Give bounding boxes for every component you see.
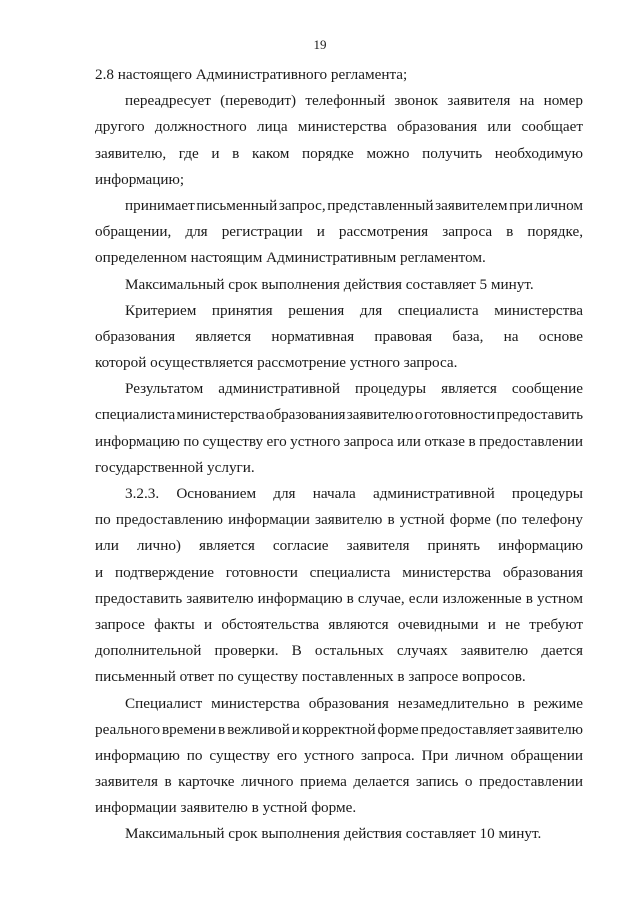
text-line: заявителя в карточке личного приема делается запись о предоставлении [95,773,583,791]
text-line: письменный ответ по существу поставленных в запросе вопросов. [95,668,526,686]
text-line: по предоставлению информации заявителю в устной форме (по телефону [95,511,583,529]
text-line: государственной услуги. [95,458,255,476]
paragraph [95,88,583,193]
text-line: обращении, для регистрации и рассмотрения запроса в порядке, [95,223,583,241]
text-line: определенном настоящим Административным регламентом. [95,249,486,267]
text-line: Критерием принятия решения для специалиста министерства [125,301,583,319]
text-line: информации заявителю в устной форме. [95,799,357,817]
text-line: специалиста министерства образования заявителю о готовности предоставить [95,406,583,424]
document-body [95,62,583,848]
paragraph [95,821,583,847]
text-line: 2.8 настоящего Административного регламента; [95,66,408,83]
text-line: Специалист министерства образования незамедлительно в режиме [125,694,583,712]
text-line: информацию; [95,170,185,188]
text-line: другого должностного лица министерства образования или сообщает [95,118,583,136]
text-line: предоставить заявителю информацию в случае, если изложенные в устном [95,589,583,607]
text-line: Максимальный срок выполнения действия составляет 10 минут. [125,825,542,843]
text-line: Результатом административной процедуры является сообщение [125,380,583,398]
text-line: принимает письменный запрос, представленный заявителем при личном [125,196,583,214]
paragraph [95,376,583,481]
text-line: реального времени в вежливой и корректной форме предоставляет заявителю [95,720,583,738]
text-line: 3.2.3. Основанием для начала административной процедуры [125,485,583,502]
paragraph [95,62,583,88]
paragraph [95,481,583,691]
text-line: заявителю, где и в каком порядке можно получить необходимую [95,144,583,162]
text-line: запросе факты и обстоятельства являются очевидными и не требуют [95,615,583,633]
text-line: переадресует (переводит) телефонный звонок заявителя на номер [125,92,583,110]
text-line: информацию по существу его устного запроса или отказе в предоставлении [95,432,583,450]
paragraph [95,193,583,272]
text-line: дополнительной проверки. В остальных случаях заявителю дается [95,642,583,660]
text-line: образования является нормативная правовая база, на основе [95,327,583,345]
text-line: или лично) является согласие заявителя принять информацию [95,537,583,555]
paragraph [95,691,583,822]
text-line: Максимальный срок выполнения действия составляет 5 минут. [125,275,534,293]
paragraph [95,272,583,298]
text-line: которой осуществляется рассмотрение устного запроса. [95,354,458,372]
page-number: 19 [313,37,327,52]
paragraph [95,298,583,377]
text-line: информацию по существу его устного запроса. При личном обращении [95,746,583,764]
text-line: и подтверждение готовности специалиста министерства образования [95,563,583,581]
